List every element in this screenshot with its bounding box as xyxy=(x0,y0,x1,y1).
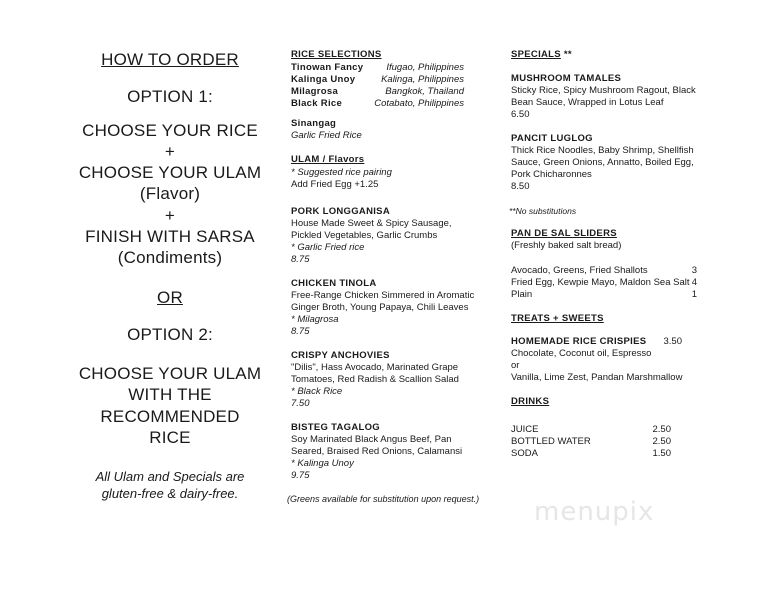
special-desc: Thick Rice Noodles, Baby Shrimp, Shellfish xyxy=(511,145,694,156)
treat-name: HOMEMADE RICE CRISPIES xyxy=(511,336,647,347)
dish-name: PORK LONGGANISA xyxy=(291,206,390,217)
finish-sarsa-text: FINISH WITH SARSA xyxy=(85,227,255,246)
dish-desc: "Dilis", Hass Avocado, Marinated Grape xyxy=(291,362,459,373)
special-price: 8.50 xyxy=(511,181,530,192)
specials-header: SPECIALS xyxy=(511,49,561,60)
allergen-note: gluten-free & dairy-free. xyxy=(101,486,239,501)
dish-price: 8.75 xyxy=(291,254,310,265)
rice-name: Milagrosa xyxy=(291,86,339,97)
special-desc: Bean Sauce, Wrapped in Lotus Leaf xyxy=(511,97,664,108)
treat-desc: Vanilla, Lime Zest, Pandan Marshmallow xyxy=(511,372,683,383)
treat-desc: Chocolate, Coconut oil, Espresso xyxy=(511,348,652,359)
treat-price: 3.50 xyxy=(663,336,682,347)
drinks-header: DRINKS xyxy=(511,396,550,407)
rice-name: Black Rice xyxy=(291,98,343,109)
dish-price: 8.75 xyxy=(291,326,310,337)
slider-item xyxy=(511,265,697,277)
rice-item xyxy=(291,62,464,74)
special-price: 6.50 xyxy=(511,109,530,120)
dish-name: BISTEG TAGALOG xyxy=(291,422,380,433)
option2-heading: OPTION 2: xyxy=(127,325,213,344)
rice-origin: Bangkok, Thailand xyxy=(385,86,464,97)
menupix-watermark: menupix xyxy=(534,497,655,527)
rice-selections-header: RICE SELECTIONS xyxy=(291,49,382,60)
drink-price: 1.50 xyxy=(652,448,671,459)
rice-origin: Cotabato, Philippines xyxy=(374,98,464,109)
specials-header-line xyxy=(511,49,711,61)
option2-line: CHOOSE YOUR ULAM xyxy=(78,364,262,383)
allergen-note: All Ulam and Specials are xyxy=(95,469,245,484)
add-egg-option: Add Fried Egg +1.25 xyxy=(291,179,379,190)
or-divider: OR xyxy=(157,288,183,307)
choose-rice-text: CHOOSE YOUR RICE xyxy=(82,121,258,140)
dish-desc: Free-Range Chicken Simmered in Aromatic xyxy=(291,290,475,301)
slider-name: Avocado, Greens, Fried Shallots xyxy=(511,265,648,276)
drink-item xyxy=(511,424,671,436)
special-name: MUSHROOM TAMALES xyxy=(511,73,622,84)
sinangag-desc: Garlic Fried Rice xyxy=(291,130,362,141)
dish-pairing: * Black Rice xyxy=(291,386,343,397)
plus-sign: + xyxy=(164,142,176,161)
choose-ulam-text: CHOOSE YOUR ULAM xyxy=(78,163,262,182)
no-substitutions-note: **No substitutions xyxy=(509,206,577,216)
option2-line: RECOMMENDED xyxy=(100,407,240,426)
special-name: PANCIT LUGLOG xyxy=(511,133,593,144)
drink-item xyxy=(511,436,671,448)
slider-price: 4 xyxy=(691,277,697,288)
sliders-header: PAN DE SAL SLIDERS xyxy=(511,228,617,239)
dish-price: 7.50 xyxy=(291,398,310,409)
rice-name: Kalinga Unoy xyxy=(291,74,356,85)
rice-name: Tinowan Fancy xyxy=(291,62,364,73)
rice-origin: Ifugao, Philippines xyxy=(386,62,464,73)
specials-mark: ** xyxy=(560,49,572,60)
rice-origin: Kalinga, Philippines xyxy=(381,74,464,85)
rice-item xyxy=(291,74,464,86)
special-desc: Sticky Rice, Spicy Mushroom Ragout, Black xyxy=(511,85,696,96)
drink-name: SODA xyxy=(511,448,538,459)
special-desc: Pork Chicharonnes xyxy=(511,169,592,180)
drink-price: 2.50 xyxy=(652,436,671,447)
dish-pairing: * Kalinga Unoy xyxy=(291,458,354,469)
dish-desc: Tomatoes, Red Radish & Scallion Salad xyxy=(291,374,459,385)
dish-pairing: * Garlic Fried rice xyxy=(291,242,365,253)
drink-item xyxy=(511,448,671,460)
ulam-header: ULAM / Flavors xyxy=(291,154,365,165)
suggested-pairing-note: * Suggested rice pairing xyxy=(291,167,392,178)
slider-price: 3 xyxy=(691,265,697,276)
special-desc: Sauce, Green Onions, Annatto, Boiled Egg, xyxy=(511,157,694,168)
rice-item xyxy=(291,98,464,110)
slider-item xyxy=(511,277,697,289)
condiments-text: (Condiments) xyxy=(117,248,223,267)
drink-name: BOTTLED WATER xyxy=(511,436,591,447)
drink-price: 2.50 xyxy=(652,424,671,435)
dish-desc: Soy Marinated Black Angus Beef, Pan xyxy=(291,434,452,445)
slider-price: 1 xyxy=(691,289,697,300)
treat-item xyxy=(511,336,682,348)
sinangag-name: Sinangag xyxy=(291,118,337,129)
plus-sign: + xyxy=(164,206,176,225)
slider-name: Plain xyxy=(511,289,533,300)
option2-line: WITH THE xyxy=(128,385,212,404)
rice-item xyxy=(291,86,464,98)
dish-desc: Ginger Broth, Young Papaya, Chili Leaves xyxy=(291,302,469,313)
treats-header: TREATS + SWEETS xyxy=(511,313,604,324)
dish-desc: House Made Sweet & Spicy Sausage, xyxy=(291,218,452,229)
flavor-text: (Flavor) xyxy=(139,184,201,203)
greens-substitution-note: (Greens available for substitution upon request.) xyxy=(287,494,480,504)
sliders-subtitle: (Freshly baked salt bread) xyxy=(511,240,622,251)
treat-or: or xyxy=(511,360,520,371)
how-to-order-heading: HOW TO ORDER xyxy=(101,50,239,69)
dish-name: CHICKEN TINOLA xyxy=(291,278,377,289)
drink-name: JUICE xyxy=(511,424,539,435)
option1-heading: OPTION 1: xyxy=(127,87,213,106)
slider-item xyxy=(511,289,697,301)
dish-name: CRISPY ANCHOVIES xyxy=(291,350,390,361)
dish-pairing: * Milagrosa xyxy=(291,314,339,325)
option2-line: RICE xyxy=(149,428,191,447)
dish-desc: Seared, Braised Red Onions, Calamansi xyxy=(291,446,463,457)
dish-desc: Pickled Vegetables, Garlic Crumbs xyxy=(291,230,438,241)
dish-price: 9.75 xyxy=(291,470,310,481)
slider-name: Fried Egg, Kewpie Mayo, Maldon Sea Salt xyxy=(511,277,690,288)
